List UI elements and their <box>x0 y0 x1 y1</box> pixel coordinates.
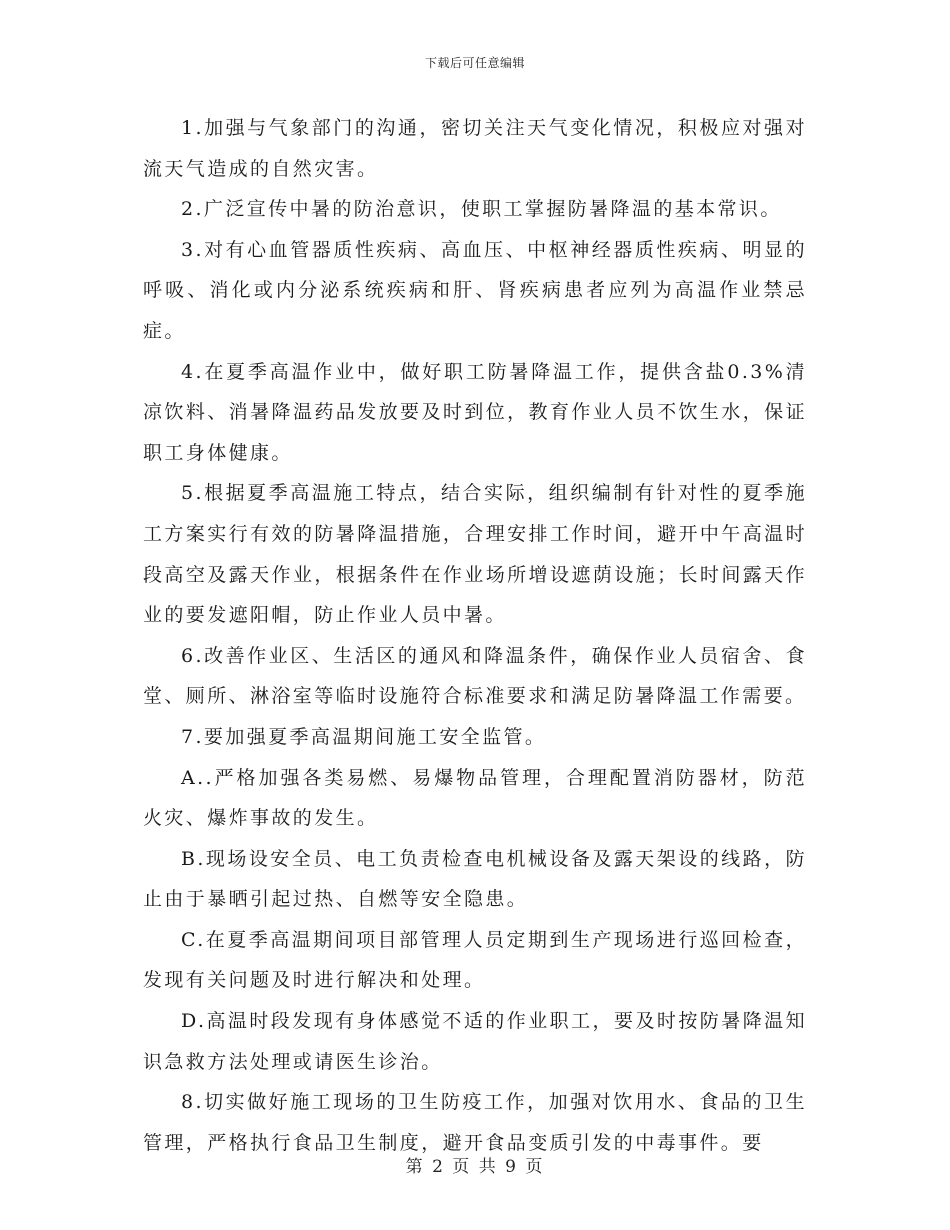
paragraph-2: 2.广泛宣传中暑的防治意识，使职工掌握防暑降温的基本常识。 <box>181 198 782 221</box>
paragraph-7c: C.在夏季高温期间项目部管理人员定期到生产现场进行巡回检查，发现有关问题及时进行解决和处理。 <box>143 928 807 992</box>
paragraph-7d: D.高温时段发现有身体感觉不适的作业职工，要及时按防暑降温知识急救方法处理或请医生诊治。 <box>143 1010 807 1073</box>
paragraph-7: 7.要加强夏季高温期间施工安全监管。 <box>181 725 547 748</box>
page-header: 下载后可任意编辑 <box>424 56 525 70</box>
paragraph-1: 1.加强与气象部门的沟通，密切关注天气变化情况，积极应对强对流天气造成的自然灾害。 <box>143 117 807 180</box>
page-number-footer: 第 2 页 共 9 页 <box>405 1157 545 1177</box>
document-body <box>143 108 807 1163</box>
paragraph-8: 8.切实做好施工现场的卫生防疫工作，加强对饮用水、食品的卫生管理，严格执行食品卫生制度，避开食品变质引发的中毒事件。要 <box>143 1091 807 1154</box>
paragraph-4: 4.在夏季高温作业中，做好职工防暑降温工作，提供含盐0.3%清凉饮料、消暑降温药品发放要及时到位，教育作业人员不饮生水，保证职工身体健康。 <box>143 360 807 464</box>
paragraph-7a: A..严格加强各类易燃、易爆物品管理，合理配置消防器材，防范火灾、爆炸事故的发生。 <box>143 766 807 830</box>
paragraph-7b: B.现场设安全员、电工负责检查电机械设备及露天架设的线路，防止由于暴晒引起过热、自燃等安全隐患。 <box>143 847 807 911</box>
paragraph-3: 3.对有心血管器质性疾病、高血压、中枢神经器质性疾病、明显的呼吸、消化或内分泌系统疾病和肝、肾疾病患者应列为高温作业禁忌症。 <box>143 238 807 342</box>
paragraph-6: 6.改善作业区、生活区的通风和降温条件，确保作业人员宿舍、食堂、厕所、淋浴室等临时设施符合标准要求和满足防暑降温工作需要。 <box>143 644 807 708</box>
paragraph-5: 5.根据夏季高温施工特点，结合实际，组织编制有针对性的夏季施工方案实行有效的防暑降温措施，合理安排工作时间，避开中午高温时段高空及露天作业，根据条件在作业场所增设遮荫设施；长时间露天作业的要发遮阳帽，防止作业人员中暑。 <box>143 482 807 627</box>
